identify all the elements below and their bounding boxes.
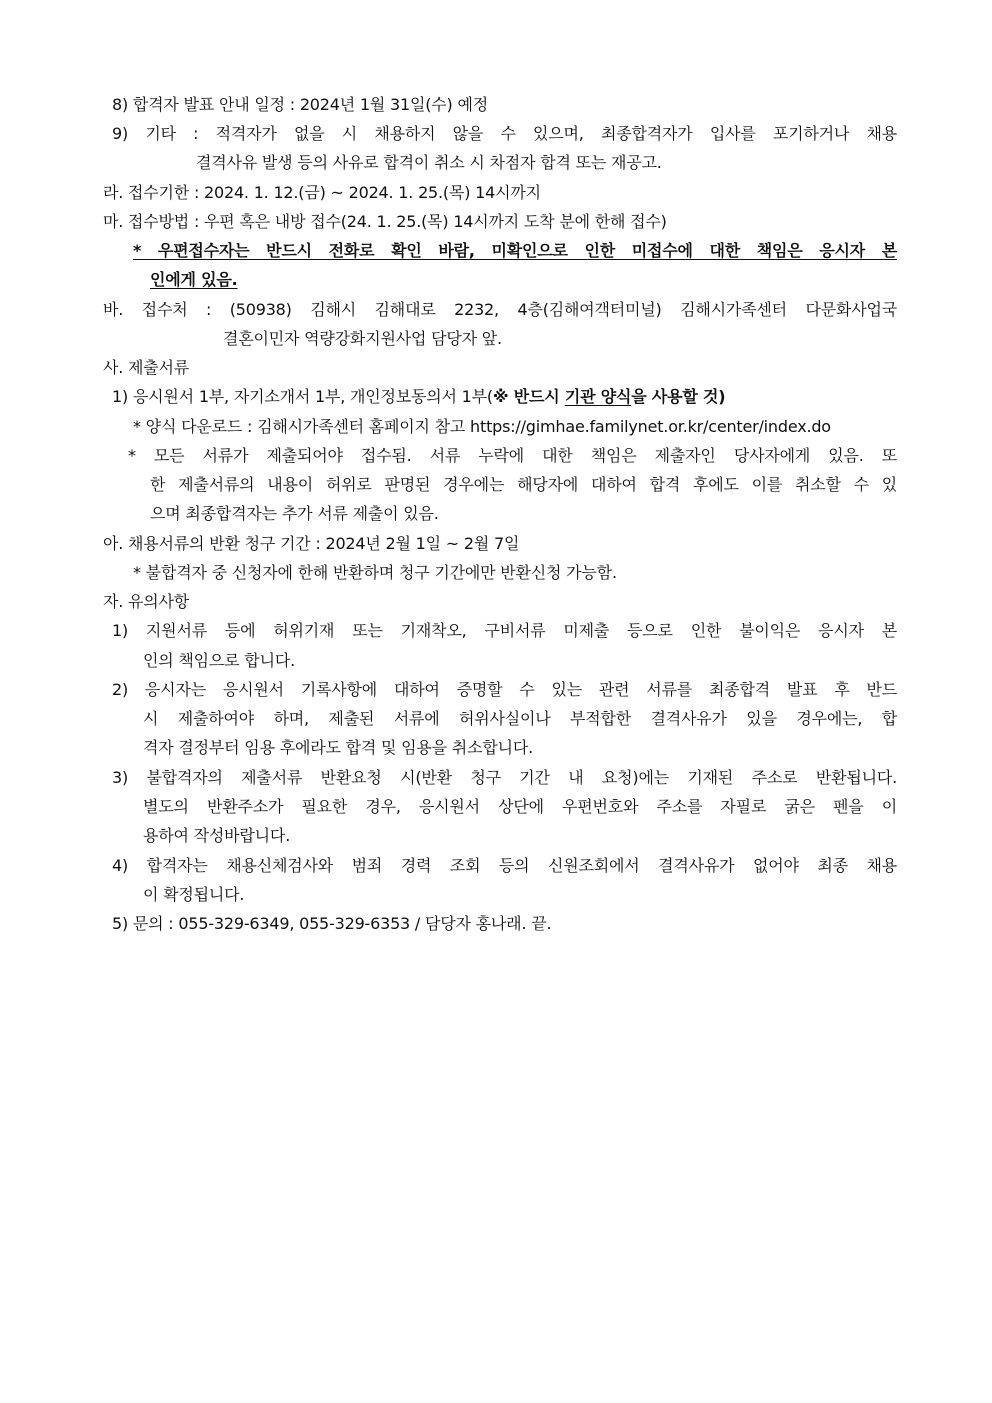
section-a-return-period: 아. 채용서류의 반환 청구 기간 : 2024년 2월 1일 ~ 2월 7일 xyxy=(103,534,520,553)
notice-1-line2: 인의 책임으로 합니다. xyxy=(143,651,295,670)
notice-3-line1: 3) 불합격자의 제출서류 반환요청 시(반환 청구 기간 내 요청)에는 기재된 주소로 반환됩니다. xyxy=(112,768,897,787)
return-note: * 불합격자 중 신청자에 한해 반환하며 청구 기간에만 반환신청 가능함. xyxy=(133,563,617,582)
documents-note-line3: 으며 최종합격자는 추가 서류 제출이 있음. xyxy=(150,504,439,523)
item-9-other-line1: 9) 기타 : 적격자가 없을 시 채용하지 않을 수 있으며, 최종합격자가 입사를 포기하거나 채용 xyxy=(112,124,897,143)
mail-notice-line2: 인에게 있음. xyxy=(150,270,238,289)
section-ba-address-line2: 결혼이민자 역량강화지원사업 담당자 앞. xyxy=(223,329,502,348)
section-ra-deadline: 라. 접수기한 : 2024. 1. 12.(금) ~ 2024. 1. 25.(목) 14시까지 xyxy=(103,183,541,202)
notice-3-line2: 별도의 반환주소가 필요한 경우, 응시원서 상단에 우편번호와 주소를 자필로 굵은 펜을 이 xyxy=(143,797,897,816)
form-download-note: * 양식 다운로드 : 김해시가족센터 홈페이지 참고 https://gimhae.familynet.or.kr/center/index.do xyxy=(133,417,831,436)
notice-2-line3: 격자 결정부터 임용 후에라도 합격 및 임용을 취소합니다. xyxy=(143,738,533,757)
notice-5-contact: 5) 문의 : 055-329-6349, 055-329-6353 / 담당자 홍나래. 끝. xyxy=(112,914,552,933)
notice-2-line2: 시 제출하여야 하며, 제출된 서류에 허위사실이나 부적합한 결격사유가 있을 경우에는, 합 xyxy=(143,709,897,728)
notice-4-line2: 이 확정됩니다. xyxy=(143,885,245,904)
notice-2-line1: 2) 응시자는 응시원서 기록사항에 대하여 증명할 수 있는 관련 서류를 최종합격 발표 후 반드 xyxy=(112,680,897,699)
section-ma-method: 마. 접수방법 : 우편 혹은 내방 접수(24. 1. 25.(목) 14시까지 도착 분에 한해 접수) xyxy=(103,212,667,231)
section-sa-documents: 사. 제출서류 xyxy=(103,358,190,377)
documents-note-line1: * 모든 서류가 제출되어야 접수됨. 서류 누락에 대한 책임은 제출자인 당사자에게 있음. 또 xyxy=(128,446,897,465)
notice-1-line1: 1) 지원서류 등에 허위기재 또는 기재착오, 구비서류 미제출 등으로 인한 불이익은 응시자 본 xyxy=(112,621,897,640)
documents-item-1: 1) 응시원서 1부, 자기소개서 1부, 개인정보동의서 1부(※ 반드시 기관 양식을 사용할 것) xyxy=(112,387,726,406)
item-9-other-line2: 결격사유 발생 등의 사유로 합격이 취소 시 차점자 합격 또는 재공고. xyxy=(196,153,662,172)
item-8-announcement-date: 8) 합격자 발표 안내 일정 : 2024년 1월 31일(수) 예정 xyxy=(112,95,488,114)
notice-3-line3: 용하여 작성바랍니다. xyxy=(143,826,291,845)
section-ja-notices: 자. 유의사항 xyxy=(103,592,190,611)
notice-4-line1: 4) 합격자는 채용신체검사와 범죄 경력 조회 등의 신원조회에서 결격사유가 없어야 최종 채용 xyxy=(112,856,897,875)
mail-notice-line1: * 우편접수자는 반드시 전화로 확인 바람, 미확인으로 인한 미접수에 대한 책임은 응시자 본 xyxy=(133,241,897,260)
section-ba-address-line1: 바. 접수처 : (50938) 김해시 김해대로 2232, 4층(김해여객터미널) 김해시가족센터 다문화사업국 xyxy=(103,300,897,319)
documents-note-line2: 한 제출서류의 내용이 허위로 판명된 경우에는 해당자에 대하여 합격 후에도 이를 취소할 수 있 xyxy=(150,475,897,494)
